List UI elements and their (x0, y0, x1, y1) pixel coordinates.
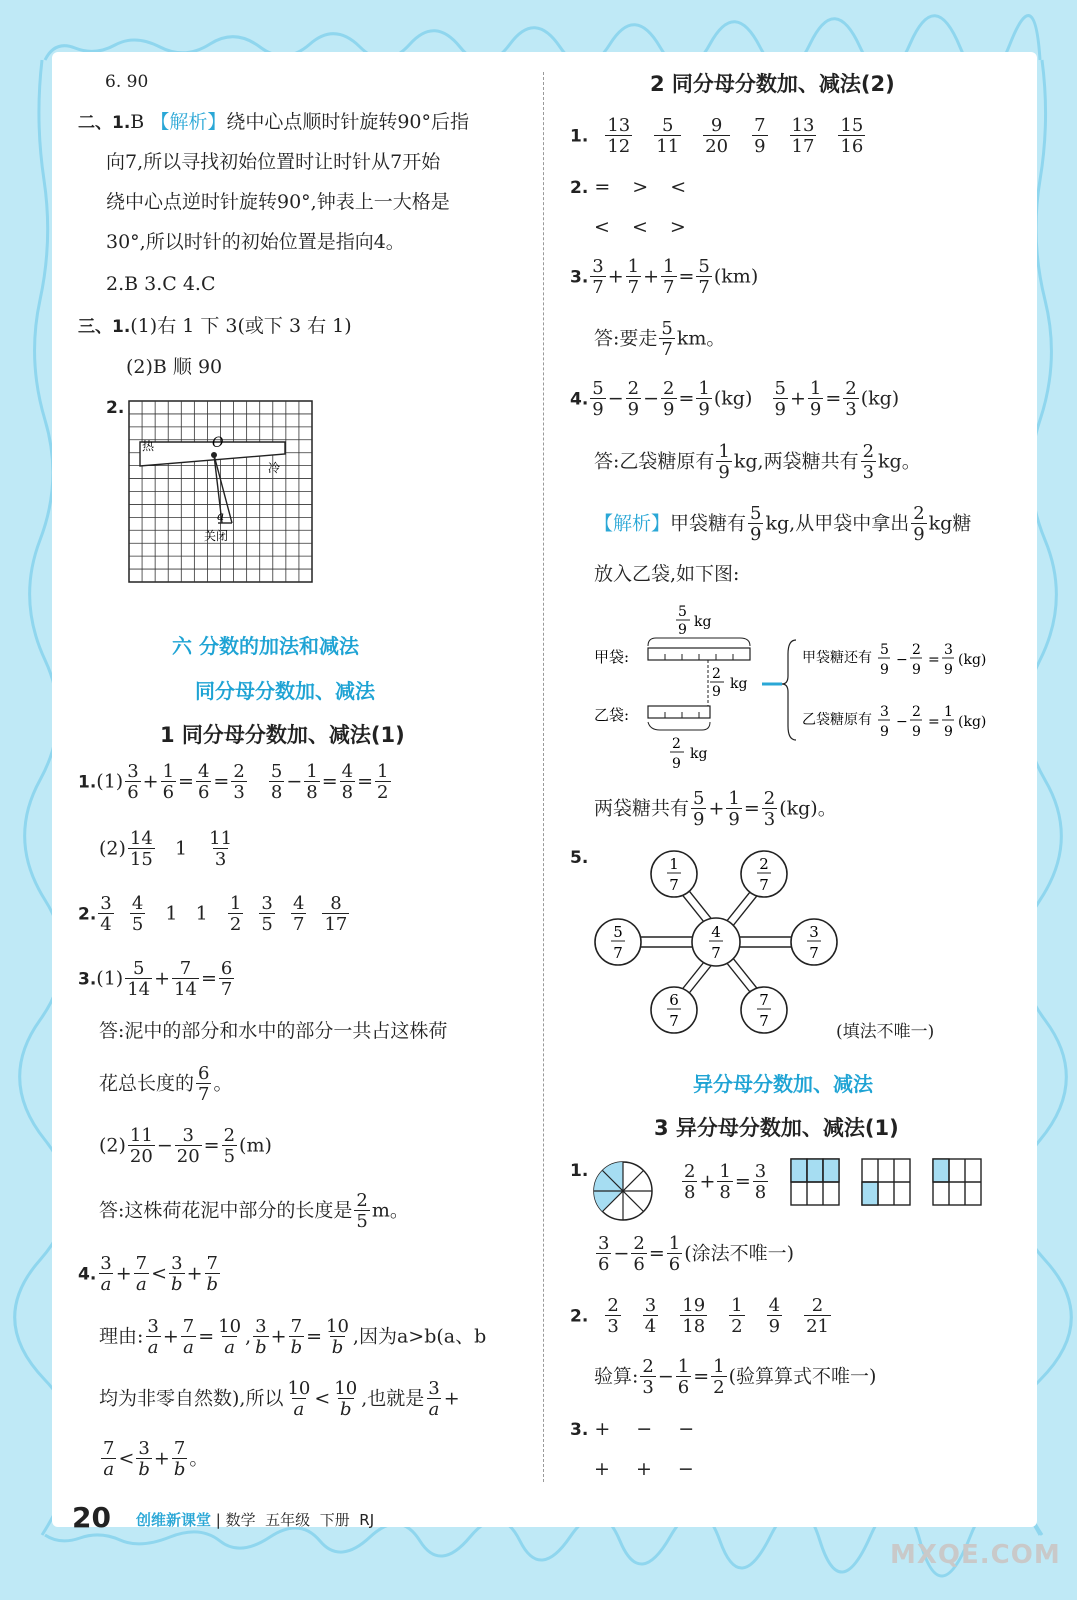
reason-line: 理由: $\frac{3}{a}$ + $\frac{7}{a}$ = $\frac{10}{a}$ , $\frac{3}{b}$ + $\frac{7}{b}$ = $\frac{10}{b}$ ,因为a>b(a、b (99, 1316, 487, 1358)
fraction: $\frac{15}{16}$ (840, 115, 864, 157)
hot-label: 热 (142, 439, 155, 453)
svg-text:=: = (928, 714, 940, 730)
fraction: $\frac{1}{2}$ (731, 1295, 743, 1337)
sugar-bag-diagram (590, 598, 1030, 778)
answer-line: (2)B 顺 90 (126, 356, 223, 378)
lesson-title: 2 同分母分数加、减法(2) (650, 72, 895, 96)
equation-line: 3.(1) $\frac{5}{14}$ + $\frac{7}{14}$ = $\frac{6}{7}$ (78, 958, 233, 1000)
close-label: 关闭 (204, 529, 229, 543)
footer-info: 创维新课堂 | 数学 五年级 下册 RJ (136, 1511, 375, 1529)
svg-text:1: 1 (944, 704, 953, 720)
page-number: 20 (72, 1501, 111, 1534)
answer-line: 二、1.B 【解析】绕中心点顺时针旋转90°后指 (78, 111, 470, 133)
svg-text:5: 5 (613, 923, 623, 941)
svg-text:6: 6 (669, 991, 679, 1009)
svg-text:2: 2 (759, 855, 769, 873)
section-title: 六 分数的加法和减法 (172, 634, 359, 658)
lesson-title: 1 同分母分数加、减法(1) (160, 723, 405, 747)
fraction-answers: 2. $\frac{3}{4}$ $\frac{4}{5}$ 1 1 $\frac{1}{2}$ $\frac{3}{5}$ $\frac{4}{7}$ $\frac{8}{17}$ (78, 893, 348, 935)
answer-sentence: 答:乙袋糖原有 $\frac{1}{9}$ kg,两袋糖共有 $\frac{2}{3}$ kg。 (594, 441, 921, 483)
svg-text:9: 9 (912, 662, 921, 678)
question-number: 2. (106, 398, 125, 418)
analysis-line: 放入乙袋,如下图: (594, 563, 740, 585)
answer-sentence: 花总长度的 $\frac{6}{7}$ 。 (99, 1063, 233, 1105)
fraction: $\frac{13}{12}$ (607, 115, 631, 157)
answer-line: 6. 90 (105, 72, 149, 92)
subsection-title: 异分母分数加、减法 (693, 1072, 873, 1096)
svg-text:7: 7 (809, 944, 819, 962)
analysis-tag: 【解析】 (150, 111, 227, 133)
equation-line: 3. $\frac{3}{7}$ + $\frac{1}{7}$ + $\frac{1}{7}$ = $\frac{5}{7}$ (km) (570, 256, 759, 298)
column-divider (543, 72, 544, 1482)
svg-text:kg: kg (730, 676, 748, 692)
fraction: $\frac{3}{4}$ (644, 1295, 657, 1337)
subsection-title: 同分母分数加、减法 (195, 679, 375, 703)
rotation-grid-figure (128, 400, 314, 584)
svg-text:9: 9 (880, 724, 889, 740)
svg-text:−: − (896, 652, 908, 668)
svg-text:1: 1 (669, 855, 679, 873)
svg-text:2: 2 (912, 642, 921, 658)
svg-text:3: 3 (944, 642, 953, 658)
cold-label: 冷 (268, 461, 281, 475)
svg-text:9: 9 (678, 622, 687, 638)
fraction-star-diagram (590, 842, 850, 1052)
svg-text:9: 9 (944, 724, 953, 740)
sign-answers: + + − (594, 1458, 704, 1480)
svg-text:7: 7 (759, 991, 769, 1009)
watermark: MXQE.COM (890, 1540, 1061, 1570)
answer-sentence: 答:要走 $\frac{5}{7}$ km。 (594, 318, 726, 360)
svg-text:9: 9 (912, 724, 921, 740)
svg-text:(kg): (kg) (958, 652, 987, 668)
fraction: $\frac{5}{11}$ (656, 115, 680, 157)
fraction-answers: 2. $\frac{2}{3}$ $\frac{3}{4}$ $\frac{19}{18}$ $\frac{1}{2}$ $\frac{4}{9}$ $\frac{2}{21}$ (570, 1295, 829, 1337)
svg-text:kg: kg (694, 614, 712, 630)
reason-line: 均为非零自然数),所以 $\frac{10}{a}$ < $\frac{10}{b}$ ,也就是 $\frac{3}{a}$ + (99, 1378, 460, 1420)
svg-text:2: 2 (672, 736, 681, 752)
svg-text:2: 2 (912, 704, 921, 720)
equation-line: $\frac{2}{8}$ + $\frac{1}{8}$ = $\frac{3}{8}$ (684, 1161, 767, 1203)
center-label: O (212, 435, 224, 451)
svg-text:5: 5 (880, 642, 889, 658)
svg-text:7: 7 (711, 944, 721, 962)
svg-text:9: 9 (880, 662, 889, 678)
fraction: $\frac{2}{3}$ (607, 1295, 619, 1337)
fraction: $\frac{2}{21}$ (806, 1295, 829, 1337)
answer-sentence: 答:这株荷花泥中部分的长度是 $\frac{2}{5}$ m。 (99, 1190, 409, 1232)
svg-text:7: 7 (669, 1012, 679, 1030)
answer-line: 三、1.(1)右 1 下 3(或下 3 右 1) (78, 315, 352, 337)
analysis-line: 【解析】甲袋糖有 $\frac{5}{9}$ kg,从甲袋中拿出 $\frac{2}{9}$ kg糖 (594, 503, 972, 545)
svg-text:9: 9 (944, 662, 953, 678)
shaded-grids (790, 1158, 990, 1208)
reason-line: $\frac{7}{a}$ < $\frac{3}{b}$ + $\frac{7}{b}$ 。 (103, 1438, 209, 1480)
check-line: 验算: $\frac{2}{3}$ − $\frac{1}{6}$ = $\frac{1}{2}$ (验算算式不唯一) (594, 1356, 877, 1398)
compare-answers: < < > (594, 216, 694, 238)
svg-text:9: 9 (672, 756, 681, 772)
answer-sentence: 两袋糖共有 $\frac{5}{9}$ + $\frac{1}{9}$ = $\frac{2}{3}$ (kg)。 (594, 788, 837, 830)
svg-text:甲袋糖还有: 甲袋糖还有 (802, 650, 872, 666)
point-a-label: a (217, 509, 225, 523)
fraction: $\frac{19}{18}$ (682, 1295, 706, 1337)
svg-text:3: 3 (809, 923, 819, 941)
equation-line: $\frac{3}{6}$ − $\frac{2}{6}$ = $\frac{1}{6}$ (涂法不唯一) (598, 1233, 795, 1275)
fraction: $\frac{4}{9}$ (768, 1295, 781, 1337)
svg-text:7: 7 (669, 876, 679, 894)
fraction: $\frac{9}{20}$ (705, 115, 729, 157)
equation-line: (2) $\frac{11}{20}$ − $\frac{3}{20}$ = $\frac{2}{5}$ (m) (99, 1125, 272, 1167)
equation-line: 1.(1) $\frac{3}{6}$ + $\frac{1}{6}$ = $\frac{4}{6}$ = $\frac{2}{3}$ $\frac{5}{8}$ − $\frac{1}{8}$ = $\frac{4}{8}$ = $\frac{1}{2}$ (78, 761, 389, 803)
fraction-answers: 1. $\frac{13}{12}$ $\frac{5}{11}$ $\frac{9}{20}$ $\frac{7}{9}$ $\frac{13}{17}$ $\frac{15}{16}$ (570, 115, 864, 157)
svg-text:2: 2 (712, 666, 721, 682)
fraction: $\frac{13}{17}$ (791, 115, 815, 157)
question-number: 5. (570, 848, 589, 868)
answer-line: 2.B 3.C 4.C (106, 273, 216, 295)
analysis-line: 绕中心点逆时针旋转90°,钟表上一大格是 (106, 191, 450, 213)
svg-text:7: 7 (613, 944, 623, 962)
svg-text:=: = (928, 652, 940, 668)
svg-text:7: 7 (759, 1012, 769, 1030)
svg-text:7: 7 (759, 876, 769, 894)
sign-answers: 3. + − − (570, 1418, 705, 1440)
equation-line: 4. $\frac{5}{9}$ − $\frac{2}{9}$ − $\frac{2}{9}$ = $\frac{1}{9}$ (kg) $\frac{5}{9}$ + $\frac{1}{9}$ = $\frac{2}{3}$ (kg) (570, 378, 900, 420)
svg-text:5: 5 (678, 604, 687, 620)
answer-sentence: 答:泥中的部分和水中的部分一共占这株荷 (99, 1020, 448, 1042)
svg-text:kg: kg (690, 746, 708, 762)
fraction: $\frac{7}{9}$ (754, 115, 766, 157)
svg-text:−: − (896, 714, 908, 730)
note: (填法不唯一) (836, 1022, 935, 1042)
svg-text:乙袋糖原有: 乙袋糖原有 (802, 712, 872, 728)
svg-text:9: 9 (712, 684, 721, 700)
svg-text:甲袋:: 甲袋: (594, 648, 630, 666)
lesson-title: 3 异分母分数加、减法(1) (654, 1116, 899, 1140)
svg-text:3: 3 (880, 704, 889, 720)
shaded-circle (592, 1160, 654, 1222)
question-number: 1. (570, 1161, 589, 1181)
analysis-line: 30°,所以时针的初始位置是指向4。 (106, 231, 405, 253)
svg-text:4: 4 (711, 923, 721, 941)
equation-line: (2) $\frac{14}{15}$ 1 $\frac{11}{3}$ (99, 828, 233, 870)
compare-answers: 2. = > < (570, 176, 695, 198)
equation-line: 4. $\frac{3}{a}$ + $\frac{7}{a}$ < $\frac{3}{b}$ + $\frac{7}{b}$ (78, 1253, 219, 1295)
svg-text:(kg): (kg) (958, 714, 987, 730)
analysis-line: 向7,所以寻找初始位置时让时针从7开始 (106, 151, 441, 173)
svg-text:乙袋:: 乙袋: (594, 706, 630, 724)
